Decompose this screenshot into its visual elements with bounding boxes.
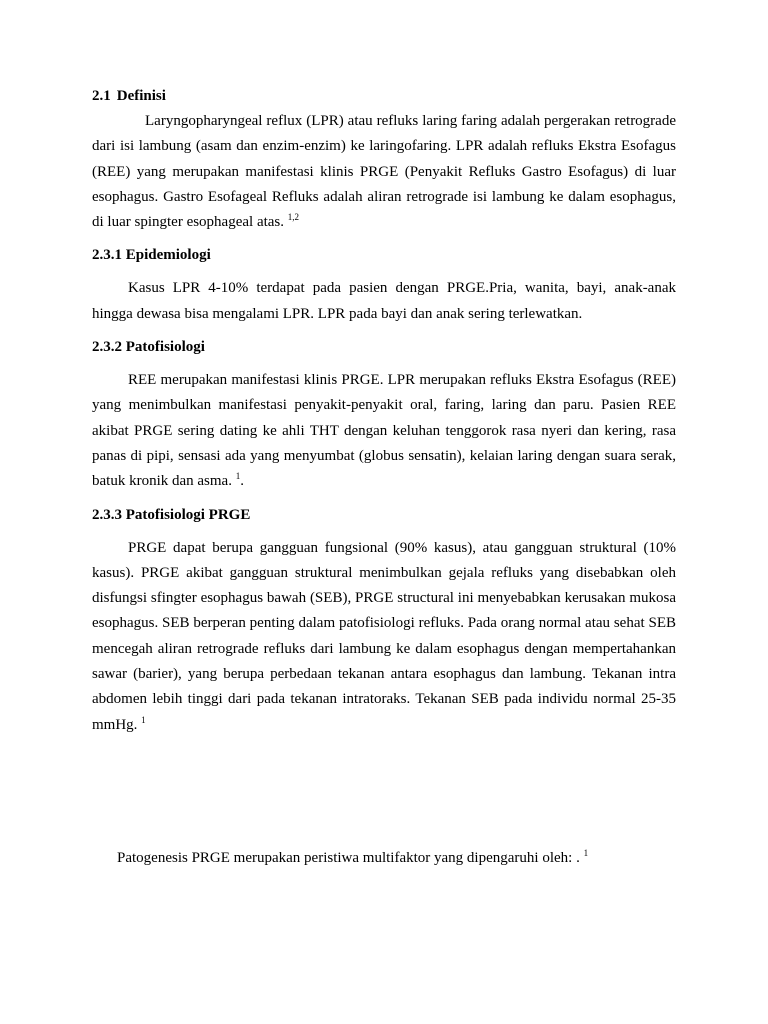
paragraph-text: Laryngopharyngeal reflux (LPR) atau refluks laring faring adalah pergerakan retrograde dari isi lambung (asam dan enzim-enzim) ke laringofaring. LPR adalah refluks Ekstra Esofagus (REE) yang merupakan manifestasi klinis PRGE (Penyakit Refluks Gastro Esofagus) di luar esophagus. Gastro Esofageal Refluks adalah aliran retrograde isi lambung ke dalam esophagus, di luar spingter esophageal atas. xyxy=(92,113,676,231)
paragraph-tail: . xyxy=(240,473,244,490)
paragraph-definisi xyxy=(92,109,676,235)
heading-number: 2.1 xyxy=(92,88,111,104)
heading-patofisiologi: 2.3.2 Patofisiologi xyxy=(92,339,205,356)
heading-epidemiologi: 2.3.1 Epidemiologi xyxy=(92,247,211,264)
citation-ref: 1 xyxy=(235,471,241,482)
paragraph-text: PRGE dapat berupa gangguan fungsional (90% kasus), atau gangguan struktural (10% kasus). PRGE akibat gangguan struktural menimbulkan gejala refluks yang disebabkan oleh disfungsi sfingter esophagus bawah (SEB), PRGE structural ini menyebabkan kerusakan mukosa esophagus. SEB berperan penting dalam patofisiologi refluks. Pada orang normal atau sehat SEB mencegah aliran retrograde refluks dari lambung ke dalam esophagus dengan mempertahankan sawar (barier), yang berupa perbedaan tekanan antara esophagus dan lambung. Tekanan intra abdomen lebih tinggi dari pada tekanan intratoraks. Tekanan SEB pada individu normal 25-35 mmHg. xyxy=(92,539,676,733)
paragraph-patogenesis xyxy=(117,846,677,871)
paragraph-patofisiologi-prge xyxy=(92,536,676,738)
citation-ref: 1,2 xyxy=(287,212,300,223)
paragraph-text: REE merupakan manifestasi klinis PRGE. LPR merupakan refluks Ekstra Esofagus (REE) yang menimbulkan manifestasi penyakit-penyakit oral, faring, laring dan paru. Pasien REE akibat PRGE sering dating ke ahli THT dengan keluhan tenggorok rasa nyeri dan kering, rasa panas di pipi, sensasi ada yang menyumbat (globus sensatin), kelaian laring dengan suara serak, batuk kronik dan asma. xyxy=(92,372,676,490)
citation-ref: 1 xyxy=(141,714,146,725)
paragraph-text: Patogenesis PRGE merupakan peristiwa multifaktor yang dipengaruhi oleh: . xyxy=(117,850,580,866)
heading-patofisiologi-prge: 2.3.3 Patofisiologi PRGE xyxy=(92,506,251,523)
paragraph-patofisiologi xyxy=(92,368,676,494)
citation-ref: 1 xyxy=(583,848,589,858)
document-body xyxy=(92,84,676,738)
paragraph-epidemiologi xyxy=(92,276,676,327)
heading-title: Definisi xyxy=(116,88,166,104)
heading-definisi xyxy=(92,84,676,109)
paragraph-text: Kasus LPR 4-10% terdapat pada pasien dengan PRGE.Pria, wanita, bayi, anak-anak hingga dewasa bisa mengalami LPR. LPR pada bayi dan anak sering terlewatkan. xyxy=(92,280,676,322)
